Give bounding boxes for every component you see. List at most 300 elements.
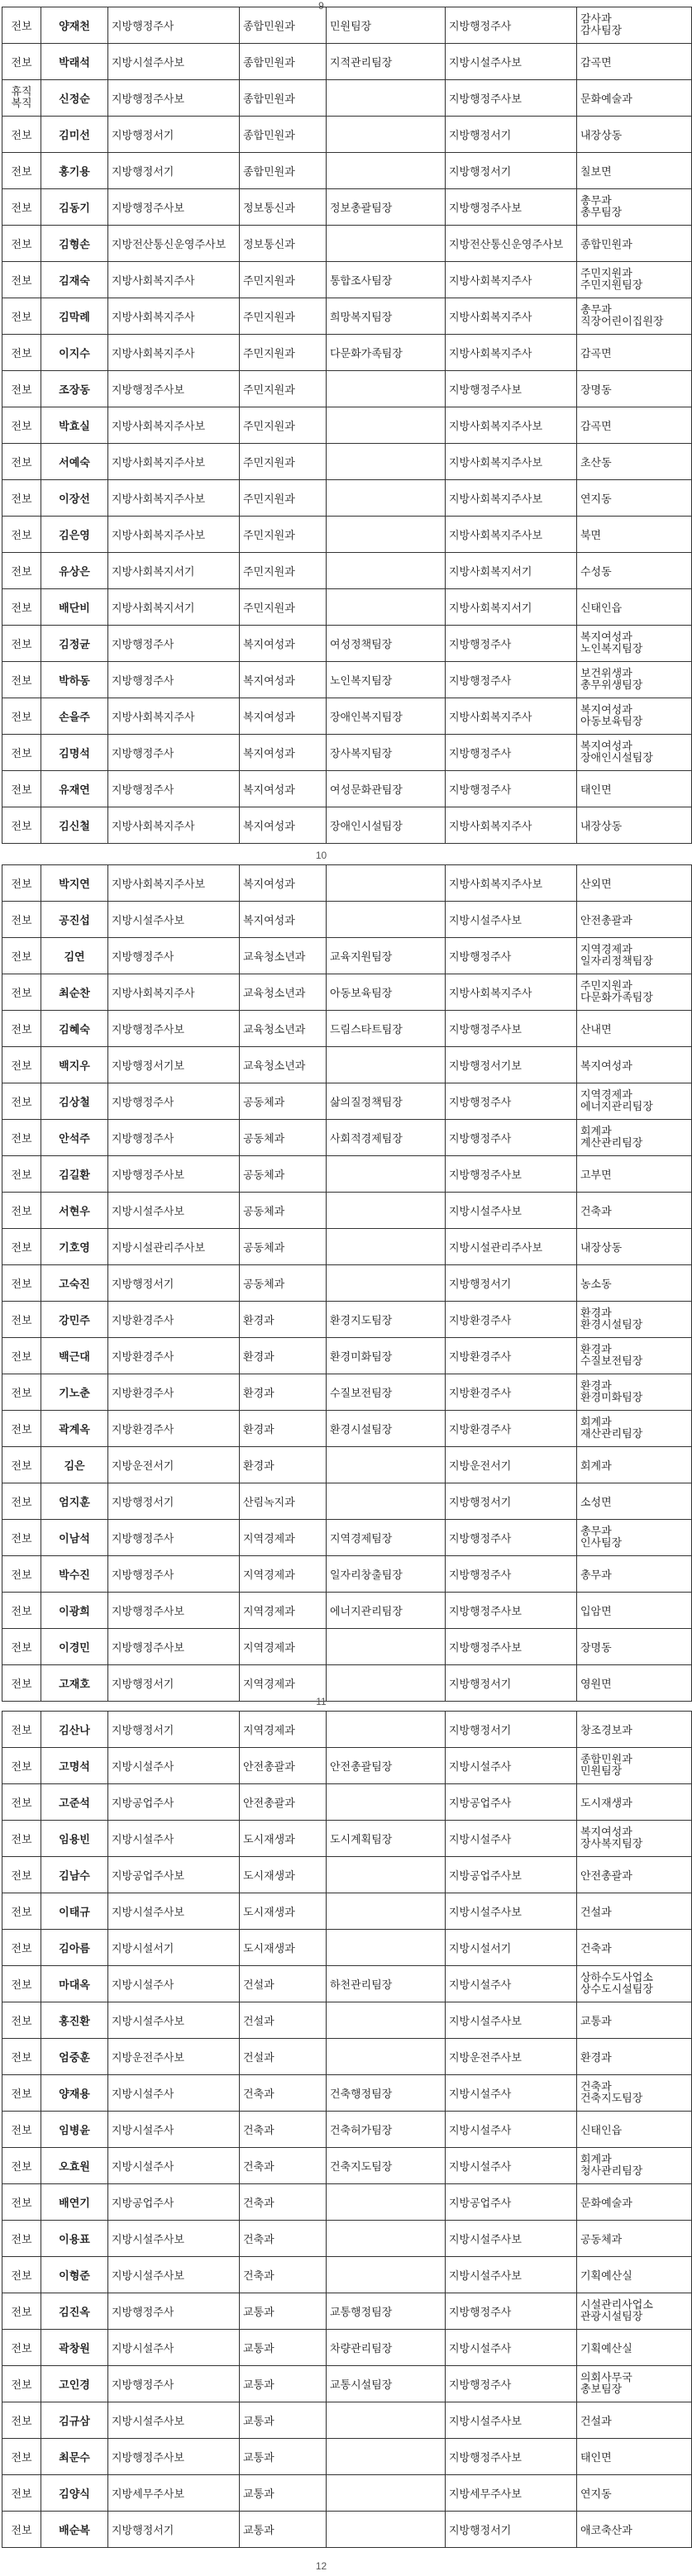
to-dept-cell: 건설과 <box>577 1893 692 1930</box>
action-cell: 전보 <box>2 1302 41 1338</box>
name-cell: 이형준 <box>41 2257 108 2293</box>
grade-cell: 지방행정주사보 <box>108 80 240 117</box>
table-row <box>2 1411 692 1447</box>
from-post-cell: 장사복지팀장 <box>327 735 446 771</box>
from-dept-cell: 교육청소년과 <box>240 1011 327 1047</box>
from-dept-cell: 환경과 <box>240 1374 327 1411</box>
personnel-table-page-11 <box>2 1711 692 2548</box>
from-dept-cell: 도시재생과 <box>240 1893 327 1930</box>
grade-cell: 지방행정주사 <box>108 1556 240 1593</box>
name-cell: 신정순 <box>41 80 108 117</box>
grade-cell: 지방사회복지주사 <box>108 335 240 371</box>
name-cell: 조장동 <box>41 371 108 407</box>
name-cell: 이태규 <box>41 1893 108 1930</box>
table-row <box>2 1629 692 1665</box>
from-post-cell <box>327 1629 446 1665</box>
table-row <box>2 2075 692 2112</box>
from-dept-cell: 주민지원과 <box>240 553 327 589</box>
to-grade-cell: 지방시설주사보 <box>446 1193 577 1229</box>
to-grade-cell: 지방행정주사 <box>446 771 577 807</box>
to-dept-cell: 농소동 <box>577 1265 692 1302</box>
table-row <box>2 2366 692 2402</box>
to-dept-cell: 신태인읍 <box>577 2112 692 2148</box>
grade-cell: 지방행정주사 <box>108 662 240 698</box>
from-post-cell <box>327 589 446 626</box>
from-post-cell <box>327 480 446 517</box>
action-cell: 전보 <box>2 2112 41 2148</box>
name-cell: 김규삼 <box>41 2402 108 2439</box>
action-cell: 전보 <box>2 553 41 589</box>
table-row <box>2 480 692 517</box>
action-cell: 전보 <box>2 7 41 44</box>
action-cell: 전보 <box>2 371 41 407</box>
to-grade-cell: 지방시설주사보 <box>446 44 577 80</box>
name-cell: 이지수 <box>41 335 108 371</box>
to-dept-cell: 건설과 <box>577 2402 692 2439</box>
from-post-cell: 교육지원팀장 <box>327 938 446 974</box>
grade-cell: 지방행정주사 <box>108 2293 240 2330</box>
from-post-cell <box>327 865 446 902</box>
to-dept-cell: 종합민원과 <box>577 226 692 262</box>
to-dept-cell: 보건위생과 총무위생팀장 <box>577 662 692 698</box>
action-cell: 전보 <box>2 2039 41 2075</box>
from-dept-cell: 주민지원과 <box>240 517 327 553</box>
from-dept-cell: 도시재생과 <box>240 1857 327 1893</box>
to-grade-cell: 지방시설주사보 <box>446 2257 577 2293</box>
name-cell: 곽창원 <box>41 2330 108 2366</box>
grade-cell: 지방시설주사 <box>108 2075 240 2112</box>
table-row <box>2 2221 692 2257</box>
name-cell: 양재천 <box>41 7 108 44</box>
name-cell: 박래석 <box>41 44 108 80</box>
action-cell: 전보 <box>2 2257 41 2293</box>
table-row <box>2 1784 692 1821</box>
table-row <box>2 1556 692 1593</box>
to-grade-cell: 지방환경주사 <box>446 1302 577 1338</box>
from-post-cell <box>327 1229 446 1265</box>
action-cell: 전보 <box>2 1374 41 1411</box>
name-cell: 마대옥 <box>41 1966 108 2002</box>
action-cell: 전보 <box>2 865 41 902</box>
from-dept-cell: 공동체과 <box>240 1265 327 1302</box>
name-cell: 고명석 <box>41 1748 108 1784</box>
from-post-cell: 환경지도팀장 <box>327 1302 446 1338</box>
to-grade-cell: 지방행정주사보 <box>446 1011 577 1047</box>
from-post-cell <box>327 153 446 189</box>
grade-cell: 지방공업주사보 <box>108 1857 240 1893</box>
from-dept-cell: 건축과 <box>240 2075 327 2112</box>
table-row <box>2 1966 692 2002</box>
table-row <box>2 2402 692 2439</box>
from-dept-cell: 교통과 <box>240 2512 327 2548</box>
action-cell: 전보 <box>2 771 41 807</box>
table-row <box>2 1156 692 1193</box>
from-post-cell: 장애인시설팀장 <box>327 807 446 844</box>
to-grade-cell: 지방행정주사보 <box>446 1593 577 1629</box>
name-cell: 박하동 <box>41 662 108 698</box>
to-grade-cell: 지방행정주사 <box>446 626 577 662</box>
action-cell: 전보 <box>2 626 41 662</box>
to-dept-cell: 복지여성과 <box>577 1047 692 1083</box>
from-post-cell <box>327 2257 446 2293</box>
name-cell: 배연기 <box>41 2184 108 2221</box>
table-row <box>2 735 692 771</box>
name-cell: 엄중훈 <box>41 2039 108 2075</box>
table-row <box>2 662 692 698</box>
table-row <box>2 807 692 844</box>
from-post-cell <box>327 80 446 117</box>
name-cell: 배순복 <box>41 2512 108 2548</box>
action-cell: 전보 <box>2 1120 41 1156</box>
from-post-cell <box>327 1047 446 1083</box>
action-cell: 전보 <box>2 1821 41 1857</box>
name-cell: 홍기용 <box>41 153 108 189</box>
name-cell: 안석주 <box>41 1120 108 1156</box>
action-cell: 전보 <box>2 1447 41 1483</box>
name-cell: 김진옥 <box>41 2293 108 2330</box>
from-post-cell <box>327 1784 446 1821</box>
action-cell: 전보 <box>2 1556 41 1593</box>
from-post-cell <box>327 902 446 938</box>
name-cell: 김혜숙 <box>41 1011 108 1047</box>
from-dept-cell: 복지여성과 <box>240 902 327 938</box>
to-grade-cell: 지방환경주사 <box>446 1411 577 1447</box>
table-row <box>2 1011 692 1047</box>
from-dept-cell: 주민지원과 <box>240 262 327 298</box>
to-grade-cell: 지방사회복지서기 <box>446 553 577 589</box>
action-cell: 전보 <box>2 1857 41 1893</box>
to-grade-cell: 지방시설주사보 <box>446 2002 577 2039</box>
name-cell: 박수진 <box>41 1556 108 1593</box>
from-dept-cell: 환경과 <box>240 1447 327 1483</box>
to-dept-cell: 산외면 <box>577 865 692 902</box>
grade-cell: 지방행정서기보 <box>108 1047 240 1083</box>
from-post-cell: 차량관리팀장 <box>327 2330 446 2366</box>
table-row <box>2 1930 692 1966</box>
from-dept-cell: 주민지원과 <box>240 298 327 335</box>
name-cell: 김동기 <box>41 189 108 226</box>
to-dept-cell: 지역경제과 에너지관리팀장 <box>577 1083 692 1120</box>
action-cell: 전보 <box>2 44 41 80</box>
grade-cell: 지방사회복지주사 <box>108 298 240 335</box>
to-grade-cell: 지방행정주사보 <box>446 1629 577 1665</box>
table-row <box>2 938 692 974</box>
table-row <box>2 1821 692 1857</box>
grade-cell: 지방행정주사 <box>108 938 240 974</box>
action-cell: 전보 <box>2 226 41 262</box>
action-cell: 전보 <box>2 1593 41 1629</box>
name-cell: 양재용 <box>41 2075 108 2112</box>
action-cell: 전보 <box>2 1338 41 1374</box>
to-grade-cell: 지방행정주사보 <box>446 189 577 226</box>
action-cell: 전보 <box>2 807 41 844</box>
grade-cell: 지방사회복지주사보 <box>108 444 240 480</box>
table-row <box>2 298 692 335</box>
to-grade-cell: 지방사회복지주사 <box>446 262 577 298</box>
table-row <box>2 335 692 371</box>
grade-cell: 지방사회복지주사보 <box>108 865 240 902</box>
to-dept-cell: 문화예술과 <box>577 80 692 117</box>
to-grade-cell: 지방행정서기 <box>446 1665 577 1702</box>
name-cell: 김연 <box>41 938 108 974</box>
from-dept-cell: 지역경제과 <box>240 1556 327 1593</box>
table-row <box>2 7 692 44</box>
to-dept-cell: 지역경제과 일자리정책팀장 <box>577 938 692 974</box>
grade-cell: 지방행정서기 <box>108 117 240 153</box>
to-grade-cell: 지방행정주사 <box>446 1556 577 1593</box>
grade-cell: 지방행정서기 <box>108 1483 240 1520</box>
to-dept-cell: 총무과 <box>577 1556 692 1593</box>
to-grade-cell: 지방시설주사 <box>446 2330 577 2366</box>
from-dept-cell: 공동체과 <box>240 1120 327 1156</box>
name-cell: 김은영 <box>41 517 108 553</box>
name-cell: 임병윤 <box>41 2112 108 2148</box>
grade-cell: 지방시설주사 <box>108 2330 240 2366</box>
name-cell: 박지연 <box>41 865 108 902</box>
name-cell: 고준석 <box>41 1784 108 1821</box>
grade-cell: 지방행정주사보 <box>108 371 240 407</box>
to-dept-cell: 태인면 <box>577 771 692 807</box>
to-grade-cell: 지방사회복지주사 <box>446 298 577 335</box>
action-cell: 전보 <box>2 1784 41 1821</box>
to-dept-cell: 장명동 <box>577 1629 692 1665</box>
personnel-table-page-9 <box>2 7 692 844</box>
action-cell: 전보 <box>2 2148 41 2184</box>
name-cell: 박효실 <box>41 407 108 444</box>
action-cell: 전보 <box>2 444 41 480</box>
to-grade-cell: 지방행정서기 <box>446 1712 577 1748</box>
from-dept-cell: 지역경제과 <box>240 1665 327 1702</box>
from-post-cell <box>327 1857 446 1893</box>
action-cell: 전보 <box>2 517 41 553</box>
from-dept-cell: 교통과 <box>240 2293 327 2330</box>
name-cell: 김상철 <box>41 1083 108 1120</box>
table-row <box>2 2002 692 2039</box>
from-post-cell: 노인복지팀장 <box>327 662 446 698</box>
from-post-cell <box>327 1712 446 1748</box>
to-dept-cell: 주민지원과 주민지원팀장 <box>577 262 692 298</box>
from-post-cell: 에너지관리팀장 <box>327 1593 446 1629</box>
table-row <box>2 371 692 407</box>
name-cell: 김명석 <box>41 735 108 771</box>
from-dept-cell: 건축과 <box>240 2257 327 2293</box>
from-dept-cell: 지역경제과 <box>240 1629 327 1665</box>
to-dept-cell: 건축과 건축지도팀장 <box>577 2075 692 2112</box>
from-post-cell <box>327 1193 446 1229</box>
table-row <box>2 1520 692 1556</box>
from-post-cell: 건축허가팀장 <box>327 2112 446 2148</box>
to-dept-cell: 회계과 <box>577 1447 692 1483</box>
table-row <box>2 2330 692 2366</box>
table-row <box>2 2293 692 2330</box>
to-dept-cell: 환경과 환경시설팀장 <box>577 1302 692 1338</box>
to-dept-cell: 주민지원과 다문화가족팀장 <box>577 974 692 1011</box>
action-cell: 전보 <box>2 262 41 298</box>
from-post-cell <box>327 1930 446 1966</box>
grade-cell: 지방행정주사 <box>108 771 240 807</box>
to-grade-cell: 지방행정서기보 <box>446 1047 577 1083</box>
from-post-cell: 희망복지팀장 <box>327 298 446 335</box>
to-grade-cell: 지방행정주사 <box>446 938 577 974</box>
to-grade-cell: 지방행정서기 <box>446 1265 577 1302</box>
to-dept-cell: 소성면 <box>577 1483 692 1520</box>
from-post-cell <box>327 553 446 589</box>
grade-cell: 지방행정주사 <box>108 1083 240 1120</box>
from-dept-cell: 종합민원과 <box>240 153 327 189</box>
grade-cell: 지방행정주사보 <box>108 1156 240 1193</box>
from-dept-cell: 공동체과 <box>240 1229 327 1265</box>
to-dept-cell: 기획예산실 <box>577 2257 692 2293</box>
from-dept-cell: 교통과 <box>240 2366 327 2402</box>
name-cell: 홍진환 <box>41 2002 108 2039</box>
grade-cell: 지방공업주사 <box>108 1784 240 1821</box>
to-grade-cell: 지방행정주사보 <box>446 371 577 407</box>
table-row <box>2 44 692 80</box>
from-post-cell <box>327 444 446 480</box>
grade-cell: 지방행정주사 <box>108 626 240 662</box>
from-post-cell: 사회적경제팀장 <box>327 1120 446 1156</box>
name-cell: 곽계옥 <box>41 1411 108 1447</box>
name-cell: 손을주 <box>41 698 108 735</box>
from-dept-cell: 교육청소년과 <box>240 1047 327 1083</box>
table-row <box>2 1748 692 1784</box>
to-grade-cell: 지방시설주사보 <box>446 1893 577 1930</box>
name-cell: 강민주 <box>41 1302 108 1338</box>
table-row <box>2 865 692 902</box>
to-dept-cell: 장명동 <box>577 371 692 407</box>
name-cell: 김형손 <box>41 226 108 262</box>
table-row <box>2 1374 692 1411</box>
from-dept-cell: 정보통신과 <box>240 226 327 262</box>
from-post-cell <box>327 1265 446 1302</box>
name-cell: 백근대 <box>41 1338 108 1374</box>
grade-cell: 지방행정주사보 <box>108 189 240 226</box>
from-post-cell: 수질보전팀장 <box>327 1374 446 1411</box>
action-cell: 전보 <box>2 2221 41 2257</box>
from-post-cell <box>327 2221 446 2257</box>
to-dept-cell: 총무과 총무팀장 <box>577 189 692 226</box>
table-row <box>2 1083 692 1120</box>
from-post-cell <box>327 117 446 153</box>
to-dept-cell: 회계과 재산관리팀장 <box>577 1411 692 1447</box>
from-post-cell: 통합조사팀장 <box>327 262 446 298</box>
to-dept-cell: 고부면 <box>577 1156 692 1193</box>
to-dept-cell: 감사과 감사팀장 <box>577 7 692 44</box>
from-post-cell <box>327 517 446 553</box>
to-dept-cell: 문화예술과 <box>577 2184 692 2221</box>
action-cell: 전보 <box>2 1665 41 1702</box>
from-post-cell: 장애인복지팀장 <box>327 698 446 735</box>
from-dept-cell: 안전총괄과 <box>240 1748 327 1784</box>
grade-cell: 지방세무주사보 <box>108 2475 240 2512</box>
action-cell: 전보 <box>2 2439 41 2475</box>
to-grade-cell: 지방행정주사 <box>446 662 577 698</box>
action-cell: 전보 <box>2 1930 41 1966</box>
from-dept-cell: 복지여성과 <box>240 662 327 698</box>
to-dept-cell: 회계과 청사관리팀장 <box>577 2148 692 2184</box>
to-dept-cell: 환경과 수질보전팀장 <box>577 1338 692 1374</box>
action-cell: 휴직 복직 <box>2 80 41 117</box>
to-grade-cell: 지방행정주사 <box>446 2366 577 2402</box>
action-cell: 전보 <box>2 1011 41 1047</box>
from-dept-cell: 도시재생과 <box>240 1930 327 1966</box>
from-dept-cell: 지역경제과 <box>240 1712 327 1748</box>
table-row <box>2 444 692 480</box>
grade-cell: 지방사회복지주사보 <box>108 480 240 517</box>
action-cell: 전보 <box>2 2293 41 2330</box>
from-dept-cell: 환경과 <box>240 1411 327 1447</box>
from-dept-cell: 주민지원과 <box>240 480 327 517</box>
to-dept-cell: 교통과 <box>577 2002 692 2039</box>
from-post-cell <box>327 371 446 407</box>
from-post-cell: 건축행정팀장 <box>327 2075 446 2112</box>
to-grade-cell: 지방운전서기 <box>446 1447 577 1483</box>
table-row <box>2 1229 692 1265</box>
name-cell: 김양식 <box>41 2475 108 2512</box>
action-cell: 전보 <box>2 938 41 974</box>
table-row <box>2 1483 692 1520</box>
grade-cell: 지방행정서기 <box>108 1265 240 1302</box>
table-row <box>2 698 692 735</box>
to-dept-cell: 건축과 <box>577 1193 692 1229</box>
to-grade-cell: 지방사회복지주사보 <box>446 865 577 902</box>
to-grade-cell: 지방사회복지주사 <box>446 974 577 1011</box>
to-grade-cell: 지방사회복지주사보 <box>446 480 577 517</box>
to-grade-cell: 지방행정주사 <box>446 1120 577 1156</box>
name-cell: 최문수 <box>41 2439 108 2475</box>
from-post-cell: 하천관리팀장 <box>327 1966 446 2002</box>
grade-cell: 지방시설서기 <box>108 1930 240 1966</box>
from-dept-cell: 환경과 <box>240 1338 327 1374</box>
table-row <box>2 517 692 553</box>
to-grade-cell: 지방운전주사보 <box>446 2039 577 2075</box>
grade-cell: 지방사회복지주사 <box>108 698 240 735</box>
grade-cell: 지방운전서기 <box>108 1447 240 1483</box>
grade-cell: 지방시설주사 <box>108 2112 240 2148</box>
name-cell: 고재호 <box>41 1665 108 1702</box>
to-grade-cell: 지방시설주사 <box>446 1966 577 2002</box>
grade-cell: 지방행정주사 <box>108 1120 240 1156</box>
action-cell: 전보 <box>2 2475 41 2512</box>
to-dept-cell: 기획예산실 <box>577 2330 692 2366</box>
grade-cell: 지방시설주사 <box>108 1748 240 1784</box>
from-dept-cell: 건축과 <box>240 2112 327 2148</box>
action-cell: 전보 <box>2 1712 41 1748</box>
to-grade-cell: 지방시설주사보 <box>446 2402 577 2439</box>
grade-cell: 지방환경주사 <box>108 1411 240 1447</box>
from-dept-cell: 주민지원과 <box>240 371 327 407</box>
table-row <box>2 589 692 626</box>
to-dept-cell: 총무과 인사팀장 <box>577 1520 692 1556</box>
to-grade-cell: 지방행정주사보 <box>446 2439 577 2475</box>
from-dept-cell: 종합민원과 <box>240 7 327 44</box>
from-post-cell: 정보총괄팀장 <box>327 189 446 226</box>
action-cell: 전보 <box>2 1265 41 1302</box>
name-cell: 이광희 <box>41 1593 108 1629</box>
name-cell: 고숙진 <box>41 1265 108 1302</box>
grade-cell: 지방환경주사 <box>108 1302 240 1338</box>
to-grade-cell: 지방환경주사 <box>446 1374 577 1411</box>
from-dept-cell: 건설과 <box>240 2002 327 2039</box>
to-grade-cell: 지방행정주사 <box>446 7 577 44</box>
name-cell: 김정균 <box>41 626 108 662</box>
table-row <box>2 1338 692 1374</box>
name-cell: 서예숙 <box>41 444 108 480</box>
table-row <box>2 1893 692 1930</box>
from-dept-cell: 지역경제과 <box>240 1520 327 1556</box>
to-dept-cell: 복지여성과 노인복지팀장 <box>577 626 692 662</box>
to-dept-cell: 초산동 <box>577 444 692 480</box>
